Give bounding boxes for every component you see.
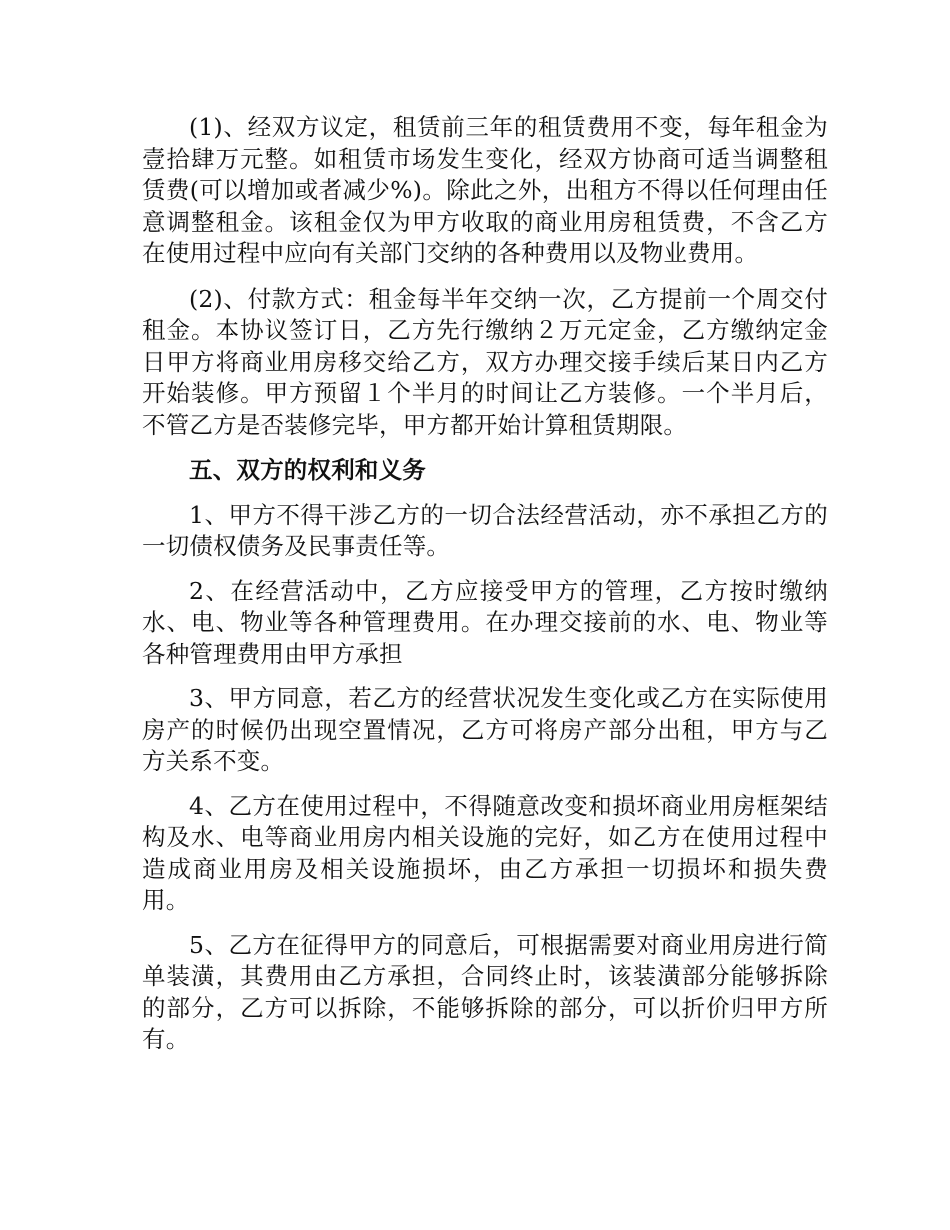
paragraph-clause-3: 3、甲方同意，若乙方的经营状况发生变化或乙方在实际使用房产的时候仍出现空置情况，乙方可将房产部分出租，甲方与乙方关系不变。 (142, 684, 828, 775)
paragraph-rent-adjustment: (1)、经双方议定，租赁前三年的租赁费用不变，每年租金为壹拾肆万元整。如租赁市场发生变化，经双方协商可适当调整租赁费(可以增加或者减少%)。除此之外，出租方不得以任何理由任意调整租金。该租金仅为甲方收取的商业用房租赁费，不含乙方在使用过程中应向有关部门交纳的各种费用以及物业费用。 (142, 113, 828, 267)
section-heading-rights-obligations: 五、双方的权利和义务 (189, 456, 426, 484)
paragraph-clause-2: 2、在经营活动中，乙方应接受甲方的管理，乙方按时缴纳水、电、物业等各种管理费用。在办理交接前的水、电、物业等各种管理费用由甲方承担 (142, 576, 828, 668)
document-page (142, 112, 828, 1056)
paragraph-payment-method: (2)、付款方式：租金每半年交纳一次，乙方提前一个周交付租金。本协议签订日，乙方先行缴纳２万元定金，乙方缴纳定金日甲方将商业用房移交给乙方，双方办理交接手续后某日内乙方开始装修。甲方预留１个半月的时间让乙方装修。一个半月后，不管乙方是否装修完毕，甲方都开始计算租赁期限。 (142, 284, 828, 439)
paragraph-clause-5: 5、乙方在征得甲方的同意后，可根据需要对商业用房进行简单装潢，其费用由乙方承担，合同终止时，该装潢部分能够拆除的部分，乙方可以拆除，不能够拆除的部分，可以折价归甲方所有。 (142, 930, 828, 1053)
paragraph-clause-4: 4、乙方在使用过程中，不得随意改变和损坏商业用房框架结构及水、电等商业用房内相关设施的完好，如乙方在使用过程中造成商业用房及相关设施损坏，由乙方承担一切损坏和损失费用。 (142, 791, 828, 914)
paragraph-clause-1: 1、甲方不得干涉乙方的一切合法经营活动，亦不承担乙方的一切债权债务及民事责任等。 (142, 500, 828, 560)
